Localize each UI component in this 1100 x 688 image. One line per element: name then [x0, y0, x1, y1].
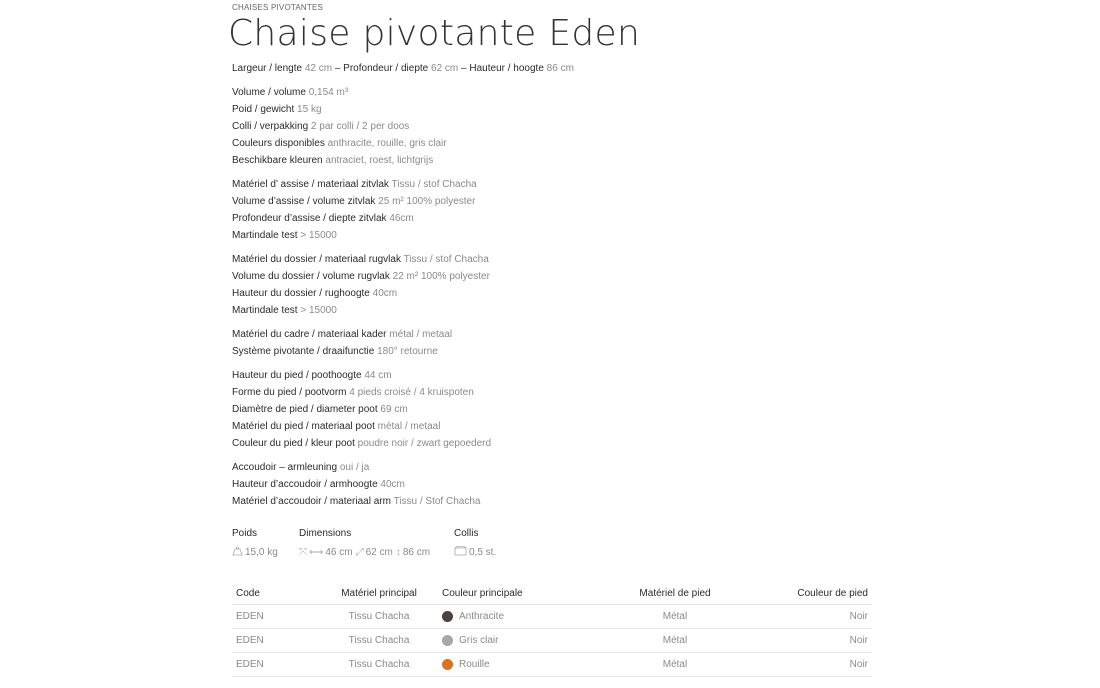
spec-row — [232, 285, 872, 302]
box-icon — [454, 546, 467, 559]
collis-label: Collis — [454, 528, 479, 539]
col-header-color: Couleur principale — [438, 582, 596, 605]
spec-value: Tissu / stof Chacha — [391, 179, 477, 190]
spec-row — [232, 101, 872, 118]
spec-label: – Profondeur / diepte — [332, 63, 432, 74]
dim-width: 46 cm — [325, 546, 353, 558]
spec-row — [232, 384, 872, 401]
summary-collis — [454, 528, 534, 559]
spec-row — [232, 268, 872, 285]
spec-value: 25 m² 100% polyester — [378, 196, 476, 207]
collis-value: 0,5 st. — [469, 546, 497, 558]
spec-label: Hauteur du dossier / rughoogte — [232, 288, 373, 299]
spec-value: 44 cm — [364, 370, 392, 381]
summary-weight — [232, 528, 299, 559]
spec-value: > 15000 — [300, 305, 337, 316]
dim-depth: 62 cm — [365, 546, 393, 558]
cell-color — [438, 653, 596, 677]
spec-value: métal / metaal — [389, 329, 453, 340]
spec-label: Profondeur d’assise / diepte zitvlak — [232, 213, 390, 224]
spec-label: Martindale test — [232, 305, 301, 316]
spec-label: Matériel d’ assise / materiaal zitvlak — [232, 179, 392, 190]
width-icon: ⟷ — [309, 546, 324, 558]
spec-value: 22 m² 100% polyester — [392, 271, 490, 282]
spec-value: 86 cm — [546, 63, 574, 74]
spec-group — [232, 84, 872, 169]
size-icon: ⤧ — [299, 546, 307, 558]
spec-row — [232, 459, 872, 476]
spec-label: Hauteur du pied / poothoogte — [232, 370, 365, 381]
spec-value: poudre noir / zwart gepoederd — [357, 438, 492, 449]
spec-label: Matériel du cadre / materiaal kader — [232, 329, 390, 340]
cell-foot-material: Métal — [596, 653, 754, 677]
summary-dimensions — [299, 528, 454, 559]
spec-label: Couleurs disponibles — [232, 138, 328, 149]
col-header-foot-material: Matériel de pied — [596, 582, 754, 605]
spec-value: > 15000 — [300, 230, 337, 241]
spec-row — [232, 302, 872, 319]
depth-icon: ⤢ — [355, 546, 364, 558]
product-title: Chaise pivotante Eden — [228, 13, 641, 54]
spec-row — [232, 435, 872, 452]
summary-bar — [232, 528, 534, 559]
spec-label: Volume du dossier / volume rugvlak — [232, 271, 393, 282]
spec-value: 4 pieds croisé / 4 kruispoten — [349, 387, 474, 398]
spec-label: Matériel du pied / materiaal poot — [232, 421, 378, 432]
spec-value: 180° retourne — [377, 346, 438, 357]
dimensions-label: Dimensions — [299, 528, 352, 539]
spec-row — [232, 418, 872, 435]
cell-code: EDEN — [232, 629, 320, 653]
color-name: Gris clair — [459, 635, 499, 647]
height-icon: ↕ — [395, 546, 401, 558]
spec-value: Tissu / stof Chacha — [403, 254, 489, 265]
cell-material: Tissu Chacha — [320, 605, 438, 629]
spec-row — [232, 326, 872, 343]
cell-foot-color: Noir — [754, 629, 872, 653]
spec-label: Forme du pied / pootvorm — [232, 387, 350, 398]
spec-value: 40cm — [380, 479, 405, 490]
spec-label: Volume d’assise / volume zitvlak — [232, 196, 379, 207]
cell-foot-material: Métal — [596, 629, 754, 653]
spec-list — [232, 60, 872, 510]
spec-label: Beschikbare kleuren — [232, 155, 326, 166]
table-row — [232, 605, 872, 629]
spec-value: 42 cm — [304, 63, 333, 74]
cell-code: EDEN — [232, 653, 320, 677]
spec-value: 2 par colli / 2 per doos — [310, 121, 410, 132]
spec-row — [232, 343, 872, 360]
spec-row — [232, 210, 872, 227]
spec-label: Accoudoir – armleuning — [232, 462, 340, 473]
spec-label: Poid / gewicht — [232, 104, 298, 115]
cell-foot-color: Noir — [754, 653, 872, 677]
cell-color — [438, 605, 596, 629]
spec-label: Couleur du pied / kleur poot — [232, 438, 358, 449]
cell-foot-color: Noir — [754, 605, 872, 629]
spec-row — [232, 152, 872, 169]
spec-group — [232, 176, 872, 244]
spec-row — [232, 476, 872, 493]
spec-label: Colli / verpakking — [232, 121, 311, 132]
spec-value: 46cm — [389, 213, 414, 224]
spec-row — [232, 84, 872, 101]
col-header-code: Code — [232, 582, 320, 605]
spec-value: anthracite, rouille, gris clair — [327, 138, 447, 149]
spec-label: Largeur / lengte — [232, 63, 305, 74]
spec-value: antraciet, roest, lichtgrijs — [325, 155, 434, 166]
color-swatch — [442, 635, 453, 646]
cell-color — [438, 629, 596, 653]
weight-value: 15,0 kg — [245, 546, 278, 558]
spec-value: oui / ja — [339, 462, 370, 473]
color-swatch — [442, 611, 453, 622]
color-name: Anthracite — [459, 611, 505, 623]
spec-group — [232, 367, 872, 452]
dim-height: 86 cm — [402, 546, 431, 558]
spec-row — [232, 367, 872, 384]
spec-value: 15 kg — [297, 104, 322, 115]
spec-label: Matériel d’accoudoir / materiaal arm — [232, 496, 394, 507]
spec-row — [232, 135, 872, 152]
cell-material: Tissu Chacha — [320, 629, 438, 653]
spec-label: Diamètre de pied / diameter poot — [232, 404, 381, 415]
weight-icon — [232, 546, 243, 559]
spec-label: Martindale test — [232, 230, 301, 241]
cell-foot-material: Métal — [596, 605, 754, 629]
spec-row — [232, 251, 872, 268]
spec-value: 0,154 m³ — [308, 87, 349, 98]
spec-group — [232, 326, 872, 360]
spec-label: Volume / volume — [232, 87, 309, 98]
spec-value: 62 cm — [431, 63, 459, 74]
product-sheet — [228, 0, 872, 671]
spec-row — [232, 193, 872, 210]
spec-row — [232, 118, 872, 135]
category-label: CHAISES PIVOTANTES — [232, 3, 324, 12]
spec-label: Hauteur d’accoudoir / armhoogte — [232, 479, 381, 490]
spec-row — [232, 227, 872, 244]
spec-row — [232, 493, 872, 510]
spec-row — [232, 401, 872, 418]
col-header-foot-color: Couleur de pied — [754, 582, 872, 605]
spec-value: 69 cm — [380, 404, 408, 415]
spec-value: 40cm — [372, 288, 398, 299]
cell-material: Tissu Chacha — [320, 653, 438, 677]
spec-value: métal / metaal — [377, 421, 441, 432]
spec-label: – Hauteur / hoogte — [458, 63, 547, 74]
cell-code: EDEN — [232, 605, 320, 629]
spec-label: Matériel du dossier / materiaal rugvlak — [232, 254, 404, 265]
col-header-material: Matériel principal — [320, 582, 438, 605]
color-name: Rouille — [459, 659, 490, 671]
spec-group — [232, 459, 872, 510]
spec-group — [232, 251, 872, 319]
spec-row — [232, 176, 872, 193]
weight-label: Poids — [232, 528, 258, 539]
spec-value: Tissu / Stof Chacha — [393, 496, 481, 507]
table-header-row — [232, 582, 872, 605]
spec-label: Système pivotante / draaifunctie — [232, 346, 378, 357]
dimensions-line — [232, 60, 872, 77]
table-row — [232, 629, 872, 653]
variants-table — [232, 582, 872, 677]
table-row — [232, 653, 872, 677]
color-swatch — [442, 659, 453, 670]
